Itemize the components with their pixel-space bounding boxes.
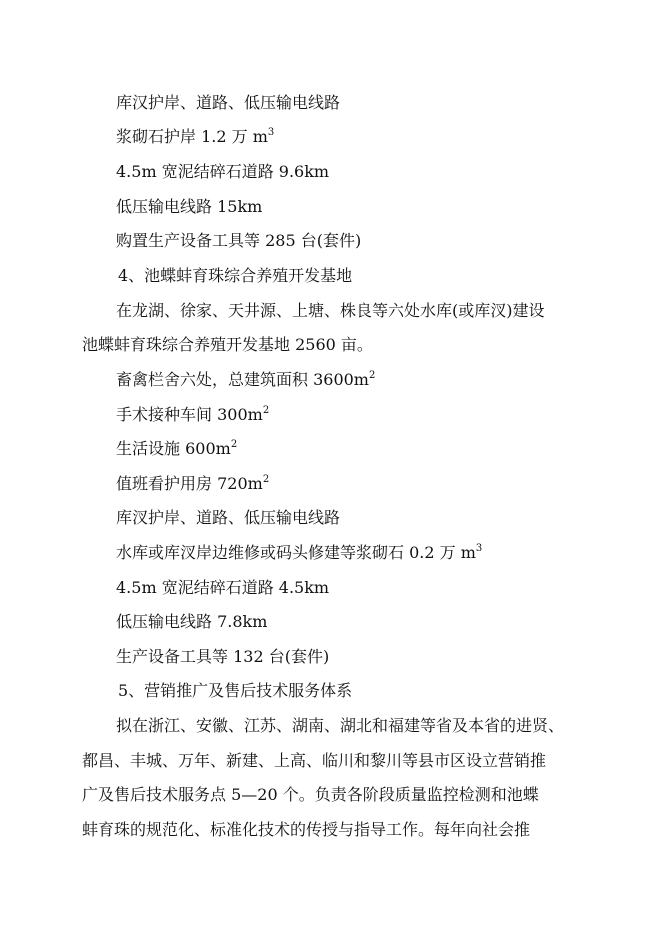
line-text: 广及售后技术服务点 5—20 个。负责各阶段质量监控检测和池蝶 xyxy=(82,785,539,804)
line-text: 畜禽栏舍六处，总建筑面积 3600m xyxy=(116,370,369,389)
superscript: 2 xyxy=(368,369,376,381)
line-text: 低压输电线路 7.8km xyxy=(116,612,268,631)
text-line xyxy=(116,473,616,495)
text-line xyxy=(82,784,582,806)
text-line xyxy=(116,300,616,322)
line-text: 库汊护岸、道路、低压输电线路 xyxy=(116,508,341,527)
line-text: 生活设施 600m xyxy=(116,439,231,458)
superscript: 2 xyxy=(230,438,238,450)
text-line xyxy=(116,507,616,529)
text-line xyxy=(82,819,582,841)
text-line xyxy=(116,646,616,668)
superscript: 3 xyxy=(267,126,275,138)
section-heading xyxy=(118,265,618,287)
line-text: 低压输电线路 15km xyxy=(116,197,263,216)
text-line xyxy=(116,369,616,391)
line-text: 值班看护用房 720m xyxy=(116,474,263,493)
heading-text: 4、池蝶蚌育珠综合养殖开发基地 xyxy=(118,266,353,285)
superscript: 2 xyxy=(262,473,270,485)
superscript: 2 xyxy=(262,404,270,416)
line-text: 手术接种车间 300m xyxy=(116,405,263,424)
line-text: 都昌、丰城、万年、新建、上高、临川和黎川等县市区设立营销推 xyxy=(82,751,547,770)
text-line xyxy=(116,196,616,218)
line-text: 4.5m 宽泥结碎石道路 9.6km xyxy=(116,162,330,181)
line-text: 池蝶蚌育珠综合养殖开发基地 2560 亩。 xyxy=(82,335,373,354)
text-line xyxy=(116,126,616,148)
text-line xyxy=(82,750,582,772)
text-line xyxy=(116,542,616,564)
text-line xyxy=(116,92,616,114)
line-text: 4.5m 宽泥结碎石道路 4.5km xyxy=(116,578,330,597)
line-text: 在龙湖、徐家、天井源、上塘、株良等六处水库(或库汊)建设 xyxy=(116,301,545,320)
superscript: 3 xyxy=(475,542,483,554)
line-text: 库汉护岸、道路、低压输电线路 xyxy=(116,93,341,112)
text-line xyxy=(116,161,616,183)
line-text: 生产设备工具等 132 台(套件) xyxy=(116,647,330,666)
line-text: 浆砌石护岸 1.2 万 m xyxy=(116,127,268,146)
text-line xyxy=(116,715,616,737)
line-text: 蚌育珠的规范化、标准化技术的传授与指导工作。每年向社会推 xyxy=(82,820,531,839)
text-line xyxy=(116,611,616,633)
text-line xyxy=(116,577,616,599)
heading-text: 5、营销推广及售后技术服务体系 xyxy=(118,681,353,700)
line-text: 购置生产设备工具等 285 台(套件) xyxy=(116,231,362,250)
text-line xyxy=(116,404,616,426)
line-text: 水库或库汊岸边维修或码头修建等浆砌石 0.2 万 m xyxy=(116,543,476,562)
line-text: 拟在浙江、安徽、江苏、湖南、湖北和福建等省及本省的进贤、 xyxy=(116,716,565,735)
text-line xyxy=(116,438,616,460)
section-heading xyxy=(118,680,618,702)
text-line xyxy=(116,230,616,252)
text-line xyxy=(82,334,582,356)
